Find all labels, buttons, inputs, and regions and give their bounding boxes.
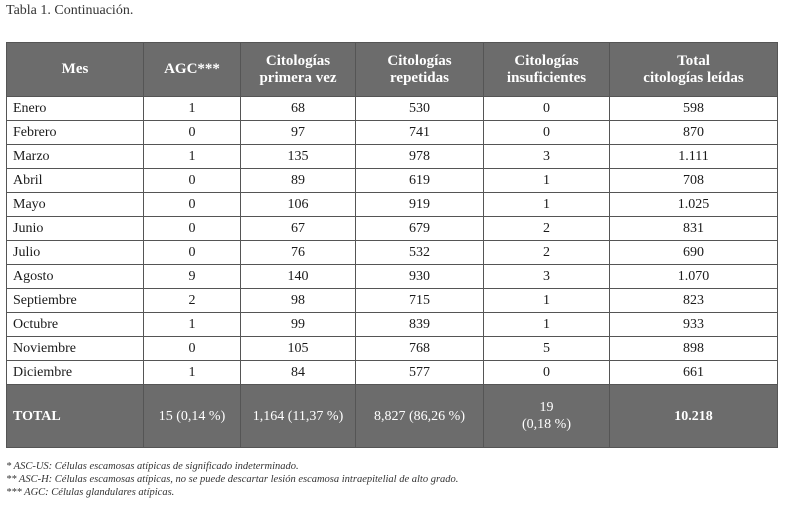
table-row — [7, 121, 778, 145]
cell-insuficientes: 0 — [484, 361, 610, 385]
total-primera-vez: 1,164 (11,37 %) — [241, 385, 356, 448]
cell-insuficientes: 2 — [484, 241, 610, 265]
header-primera-vez — [241, 43, 356, 97]
table-row — [7, 337, 778, 361]
citologias-table — [6, 42, 778, 448]
header-line: citologías leídas — [643, 69, 744, 86]
cell-total-leidas: 933 — [610, 313, 778, 337]
header-line: Citologías — [265, 52, 331, 69]
footnotes — [6, 460, 458, 499]
header-line: AGC*** — [164, 61, 220, 77]
cell-agc: 0 — [144, 217, 241, 241]
cell-primera-vez: 68 — [241, 97, 356, 121]
header-insuficientes — [484, 43, 610, 97]
cell-mes: Febrero — [7, 121, 144, 145]
table-row — [7, 289, 778, 313]
header-mes — [7, 43, 144, 97]
header-line: Mes — [61, 61, 89, 77]
cell-total-leidas: 1.025 — [610, 193, 778, 217]
header-total-leidas — [610, 43, 778, 97]
cell-total-leidas: 708 — [610, 169, 778, 193]
table-row — [7, 217, 778, 241]
cell-primera-vez: 135 — [241, 145, 356, 169]
cell-total-leidas: 690 — [610, 241, 778, 265]
header-repetidas — [356, 43, 484, 97]
cell-agc: 0 — [144, 121, 241, 145]
footnote-asc-us: * ASC-US: Células escamosas atípicas de significado indeterminado. — [6, 461, 299, 472]
total-insuficientes-percent: (0,18 %) — [522, 417, 571, 432]
cell-agc: 1 — [144, 313, 241, 337]
cell-primera-vez: 106 — [241, 193, 356, 217]
cell-mes: Marzo — [7, 145, 144, 169]
cell-repetidas: 715 — [356, 289, 484, 313]
cell-insuficientes: 1 — [484, 169, 610, 193]
cell-total-leidas: 1.070 — [610, 265, 778, 289]
cell-repetidas: 919 — [356, 193, 484, 217]
cell-repetidas: 532 — [356, 241, 484, 265]
cell-repetidas: 768 — [356, 337, 484, 361]
cell-insuficientes: 0 — [484, 97, 610, 121]
cell-mes: Agosto — [7, 265, 144, 289]
table-row — [7, 313, 778, 337]
cell-mes: Octubre — [7, 313, 144, 337]
cell-agc: 2 — [144, 289, 241, 313]
total-leidas: 10.218 — [610, 385, 778, 448]
total-agc: 15 (0,14 %) — [144, 385, 241, 448]
footnote-asc-h: ** ASC-H: Células escamosas atípicas, no se puede descartar lesión escamosa intraepitelial de alto grado. — [6, 474, 459, 485]
cell-primera-vez: 98 — [241, 289, 356, 313]
cell-total-leidas: 823 — [610, 289, 778, 313]
header-line: insuficientes — [506, 69, 587, 86]
cell-primera-vez: 140 — [241, 265, 356, 289]
table-row — [7, 97, 778, 121]
cell-total-leidas: 898 — [610, 337, 778, 361]
cell-primera-vez: 97 — [241, 121, 356, 145]
footnote-agc: *** AGC: Células glandulares atípicas. — [6, 487, 175, 498]
table-row — [7, 241, 778, 265]
cell-repetidas: 619 — [356, 169, 484, 193]
cell-agc: 9 — [144, 265, 241, 289]
cell-mes: Mayo — [7, 193, 144, 217]
cell-repetidas: 930 — [356, 265, 484, 289]
cell-repetidas: 577 — [356, 361, 484, 385]
cell-insuficientes: 2 — [484, 217, 610, 241]
cell-primera-vez: 89 — [241, 169, 356, 193]
cell-insuficientes: 3 — [484, 265, 610, 289]
cell-mes: Abril — [7, 169, 144, 193]
cell-agc: 0 — [144, 169, 241, 193]
cell-repetidas: 530 — [356, 97, 484, 121]
cell-primera-vez: 99 — [241, 313, 356, 337]
cell-insuficientes: 1 — [484, 193, 610, 217]
cell-repetidas: 839 — [356, 313, 484, 337]
cell-agc: 0 — [144, 193, 241, 217]
cell-primera-vez: 76 — [241, 241, 356, 265]
cell-repetidas: 978 — [356, 145, 484, 169]
cell-insuficientes: 1 — [484, 313, 610, 337]
cell-total-leidas: 661 — [610, 361, 778, 385]
header-line: repetidas — [390, 69, 449, 86]
cell-total-leidas: 870 — [610, 121, 778, 145]
cell-agc: 0 — [144, 337, 241, 361]
cell-mes: Diciembre — [7, 361, 144, 385]
cell-repetidas: 679 — [356, 217, 484, 241]
cell-agc: 1 — [144, 145, 241, 169]
header-row — [7, 43, 778, 97]
cell-agc: 1 — [144, 97, 241, 121]
cell-agc: 0 — [144, 241, 241, 265]
total-insuficientes — [484, 385, 610, 448]
cell-total-leidas: 598 — [610, 97, 778, 121]
total-repetidas: 8,827 (86,26 %) — [356, 385, 484, 448]
total-label: TOTAL — [7, 385, 144, 448]
cell-repetidas: 741 — [356, 121, 484, 145]
cell-insuficientes: 1 — [484, 289, 610, 313]
cell-mes: Septiembre — [7, 289, 144, 313]
cell-agc: 1 — [144, 361, 241, 385]
table-row — [7, 361, 778, 385]
cell-primera-vez: 105 — [241, 337, 356, 361]
cell-mes: Junio — [7, 217, 144, 241]
cell-insuficientes: 0 — [484, 121, 610, 145]
cell-mes: Enero — [7, 97, 144, 121]
total-row — [7, 385, 778, 448]
cell-primera-vez: 67 — [241, 217, 356, 241]
total-insuficientes-count: 19 — [539, 400, 554, 415]
header-line: Citologías — [514, 52, 579, 69]
table-caption: Tabla 1. Continuación. — [6, 3, 134, 18]
cell-mes: Noviembre — [7, 337, 144, 361]
table-row — [7, 145, 778, 169]
cell-total-leidas: 1.111 — [610, 145, 778, 169]
header-agc — [144, 43, 241, 97]
cell-total-leidas: 831 — [610, 217, 778, 241]
table-row — [7, 169, 778, 193]
header-line: primera vez — [259, 69, 337, 86]
header-line: Citologías — [387, 52, 452, 69]
header-line: Total — [677, 52, 710, 69]
cell-primera-vez: 84 — [241, 361, 356, 385]
table-row — [7, 193, 778, 217]
table-row — [7, 265, 778, 289]
cell-insuficientes: 5 — [484, 337, 610, 361]
cell-insuficientes: 3 — [484, 145, 610, 169]
cell-mes: Julio — [7, 241, 144, 265]
